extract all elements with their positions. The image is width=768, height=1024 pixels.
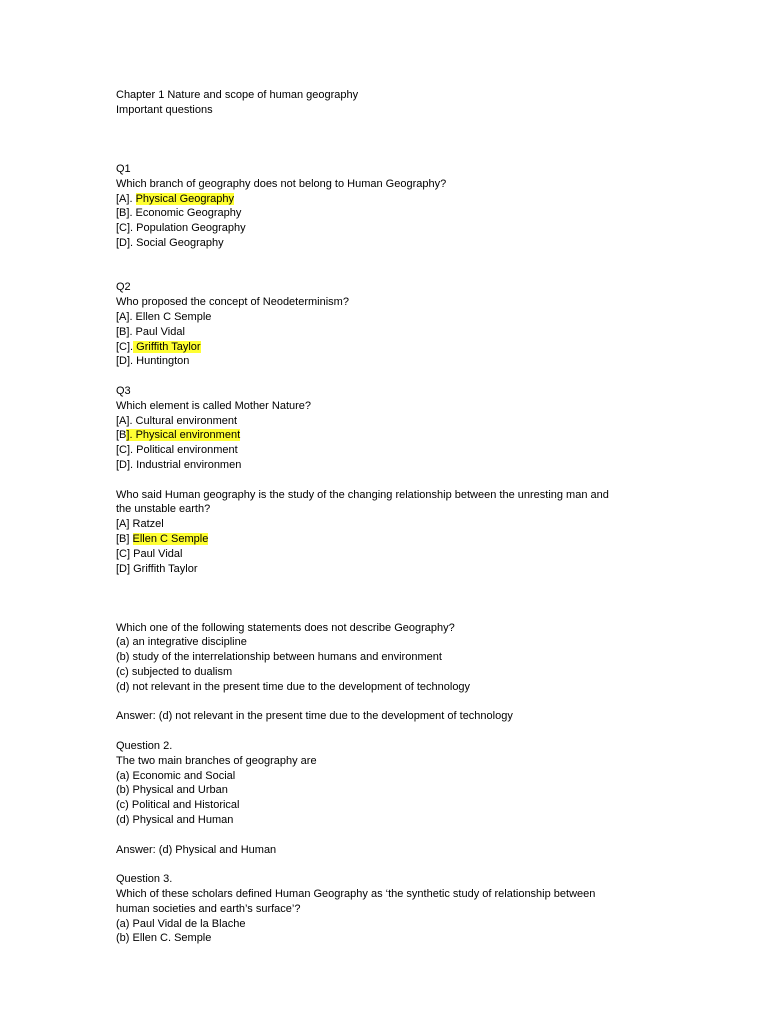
document-page: [116, 88, 676, 946]
q4-option-c: [C] Paul Vidal: [116, 547, 183, 560]
q2-option-c: [C]. Griffith Taylor: [116, 340, 201, 353]
q5-option-d: (d) not relevant in the present time due to the development of technology: [116, 680, 471, 693]
q3-option-d: [D]. Industrial environmen: [116, 458, 242, 471]
q2-option-b: [B]. Paul Vidal: [116, 325, 185, 338]
q6-question: The two main branches of geography are: [116, 754, 317, 767]
q1-option-d: [D]. Social Geography: [116, 236, 224, 249]
q7-option-a: (a) Paul Vidal de la Blache: [116, 917, 246, 930]
q6-option-a: (a) Economic and Social: [116, 769, 236, 782]
q1-question: Which branch of geography does not belong to Human Geography?: [116, 177, 447, 190]
q7-question-line-2: human societies and earth’s surface’?: [116, 902, 301, 915]
q3-option-c: [C]. Political environment: [116, 444, 238, 457]
q1-option-a: [A]. Physical Geography: [116, 192, 235, 205]
q4-option-b: [B] Ellen C Semple: [116, 532, 209, 545]
q5-answer: Answer: (d) not relevant in the present time due to the development of technology: [116, 710, 513, 723]
q6-number: Question 2.: [116, 740, 173, 753]
q3-option-a: [A]. Cultural environment: [116, 414, 238, 427]
q4-question-line-1: Who said Human geography is the study of the changing relationship between the unresting man and: [116, 488, 609, 501]
q1-option-b: [B]. Economic Geography: [116, 207, 242, 220]
q7-question-line-1: Which of these scholars defined Human Geography as ‘the synthetic study of relationship between: [116, 888, 596, 901]
q2-option-d: [D]. Huntington: [116, 355, 190, 368]
q1-answer-highlight: Physical Geography: [135, 192, 235, 205]
q6-answer: Answer: (d) Physical and Human: [116, 843, 277, 856]
q4-question-line-2: the unstable earth?: [116, 503, 211, 516]
q2-number: Q2: [116, 281, 131, 294]
q2-answer-highlight: Griffith Taylor: [133, 340, 201, 353]
q2-option-a: [A]. Ellen C Semple: [116, 310, 212, 323]
q3-number: Q3: [116, 384, 131, 397]
q3-question: Which element is called Mother Nature?: [116, 399, 312, 412]
q7-option-b: (b) Ellen C. Semple: [116, 932, 212, 945]
q1-number: Q1: [116, 162, 131, 175]
q2-question: Who proposed the concept of Neodeterminism?: [116, 296, 349, 309]
q5-question: Which one of the following statements does not describe Geography?: [116, 621, 455, 634]
q5-option-c: (c) subjected to dualism: [116, 666, 233, 679]
q1-option-c: [C]. Population Geography: [116, 222, 246, 235]
q5-option-a: (a) an integrative discipline: [116, 636, 247, 649]
q6-option-b: (b) Physical and Urban: [116, 784, 228, 797]
q6-option-d: (d) Physical and Human: [116, 814, 234, 827]
q6-option-c: (c) Political and Historical: [116, 799, 240, 812]
q4-option-d: [D] Griffith Taylor: [116, 562, 198, 575]
chapter-title: Chapter 1 Nature and scope of human geography: [116, 89, 359, 101]
q3-answer-highlight: ]. Physical environment: [126, 429, 241, 442]
q4-option-a: [A] Ratzel: [116, 518, 164, 531]
q7-number: Question 3.: [116, 873, 173, 886]
q3-option-b: [B]. Physical environment: [116, 429, 241, 442]
section-subtitle: Important questions: [116, 103, 213, 116]
q4-answer-highlight: Ellen C Semple: [132, 532, 209, 545]
q5-option-b: (b) study of the interrelationship between humans and environment: [116, 651, 442, 664]
